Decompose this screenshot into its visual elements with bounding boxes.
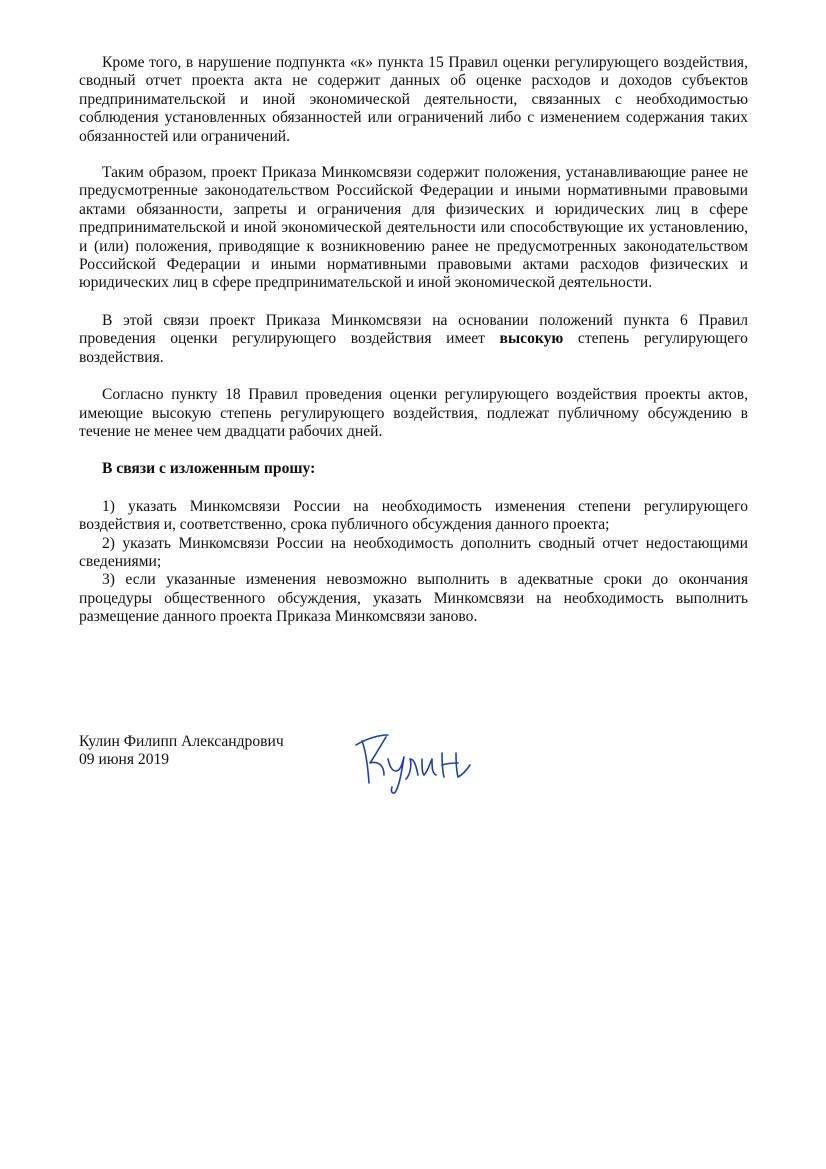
paragraph-public-discussion: Согласно пункту 18 Правил проведения оценки регулирующего воздействия проекты актов, имеющие высокую степень регулирующего воздействия, подлежат публичному обсуждению в течение не менее чем двадцати рабочих дней. bbox=[79, 386, 748, 440]
paragraph-impact-level bbox=[79, 312, 748, 367]
handwritten-signature bbox=[352, 725, 490, 797]
impact-level-text-before: В этой связи проект Приказа Минкомсвязи на основании положений пункта 6 Правил проведения оценки регулирующего воздействия имеет bbox=[79, 311, 748, 348]
impact-level-text-after: степень регулирующего воздействия. bbox=[79, 330, 748, 366]
request-item-2: 2) указать Минкомсвязи России на необходимость дополнить сводный отчет недостающими сведениями; bbox=[79, 534, 748, 570]
request-item-1: 1) указать Минкомсвязи России на необходимость изменения степени регулирующего воздействия и, соответственно, срока публичного обсуждения данного проекта; bbox=[79, 497, 748, 534]
signature-block bbox=[79, 733, 284, 770]
impact-level-bold: высокую bbox=[499, 330, 564, 348]
paragraph-conclusion: Таким образом, проект Приказа Минкомсвязи содержит положения, устанавливающие ранее не предусмотренные законодательством Российской Федерации и иными нормативными правовыми актами обязанности, запреты и ограничения для физических и юридических лиц в сфере предпринимательской и иной экономической деятельности или способствующие их установлению, и (или) положения, приводящие к возникновению ранее не предусмотренных законодательством Российской Федерации и иными нормативными правовыми актами расходов физических и юридических лиц в сфере предпринимательской и иной экономической деятельности. bbox=[79, 164, 748, 292]
paragraph-cost-assessment: Кроме того, в нарушение подпункта «к» пункта 15 Правил оценки регулирующего воздействия, сводный отчет проекта акта не содержит данных об оценке расходов и доходов субъектов предпринимательской и иной экономической деятельности, связанных с необходимостью соблюдения установленных обязанностей или ограничений либо с изменением содержания таких обязанностей или ограничений. bbox=[79, 54, 748, 145]
signature-date: 09 июня 2019 bbox=[79, 751, 170, 769]
request-heading: В связи с изложенным прошу: bbox=[102, 460, 316, 478]
document-page bbox=[79, 54, 748, 627]
request-item-3: 3) если указанные изменения невозможно выполнить в адекватные сроки до окончания процедуры общественного обсуждения, указать Минкомсвязи на необходимость выполнить размещение данного проекта Приказа Минкомсвязи заново. bbox=[79, 571, 748, 626]
signer-name: Кулин Филипп Александрович bbox=[79, 733, 284, 750]
